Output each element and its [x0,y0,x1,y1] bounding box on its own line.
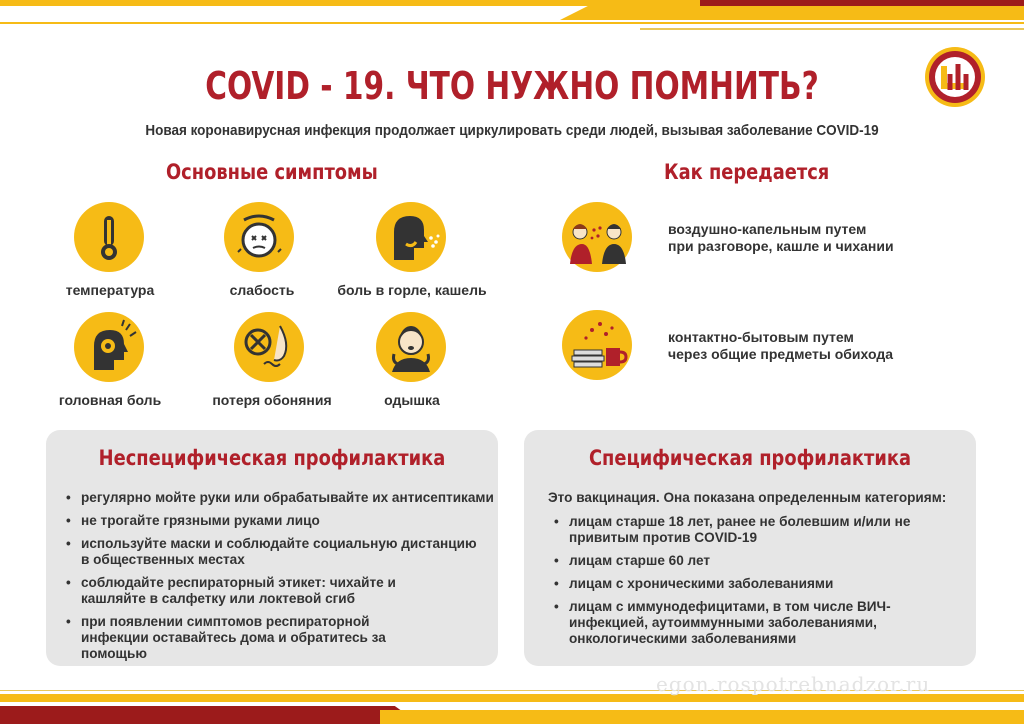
transmission-airborne-text [668,221,894,255]
nonspecific-prevention-panel [46,430,498,666]
list-item: • соблюдайте респираторный этикет: чихайте и кашляйте в салфетку или локтевой сгиб [64,575,464,607]
specific-prevention-panel [524,430,976,666]
household-items-icon [562,310,632,380]
list-item: • при появлении симптомов респираторной инфекции оставайтесь дома и обратитесь за помощью [64,614,434,662]
top-yellow-band [560,6,1024,20]
transmission-line: через общие предметы обихода [668,346,894,362]
shortness-of-breath-icon [376,312,446,382]
symptom-label: одышка [384,392,440,408]
transmission-heading: Как передается [664,160,830,184]
watermark: egon.rospotrebnadzor.ru [656,672,931,696]
page-subtitle: Новая коронавирусная инфекция продолжает циркулировать среди людей, вызывая заболевание COVID-19 [145,122,879,139]
transmission-line: контактно-бытовым путем [668,329,854,345]
page-title: COVID - 19. ЧТО НУЖНО ПОМНИТЬ? [205,64,819,108]
bottom-red-band [0,706,420,724]
top-thin-line [0,22,1024,24]
symptom-label: потеря обоняния [212,392,332,408]
symptom-label: слабость [229,282,295,298]
transmission-line: при разговоре, кашле и чихании [668,238,894,254]
list-item: • лицам с иммунодефицитами, в том числе ВИЧ-инфекцией, аутоиммунными заболеваниями, онкологическими заболеваниями [552,599,902,647]
list-item: • лицам с хроническими заболеваниями [552,576,922,592]
symptom-label: температура [65,282,155,298]
cough-icon [376,202,446,272]
nonspecific-list [64,490,494,669]
list-item: • используйте маски и соблюдайте социальную дистанцию в общественных местах [64,536,484,568]
dizzy-face-icon [224,202,294,272]
list-item: • лицам старше 60 лет [552,553,922,569]
bottom-yellow-band-2 [380,710,1024,724]
nonspecific-heading: Неспецифическая профилактика [98,446,446,470]
logo-icon [922,44,988,110]
airborne-people-icon [562,202,632,272]
list-item: • лицам старше 18 лет, ранее не болевшим и/или не привитым против COVID-19 [552,514,922,546]
symptom-label: головная боль [58,392,162,408]
symptom-label: боль в горле, кашель [337,282,487,298]
specific-list [552,514,922,654]
top-thin-line-2 [640,28,1024,30]
no-smell-icon [234,312,304,382]
symptoms-heading: Основные симптомы [166,160,378,184]
list-item: • не трогайте грязными руками лицо [64,513,494,529]
list-item: • регулярно мойте руки или обрабатывайте их антисептиками [64,490,494,506]
headache-icon [74,312,144,382]
transmission-line: воздушно-капельным путем [668,221,867,237]
specific-intro: Это вакцинация. Она показана определенным категориям: [548,490,947,505]
transmission-contact-text [668,329,893,363]
specific-heading: Специфическая профилактика [588,446,912,470]
thermometer-icon [74,202,144,272]
